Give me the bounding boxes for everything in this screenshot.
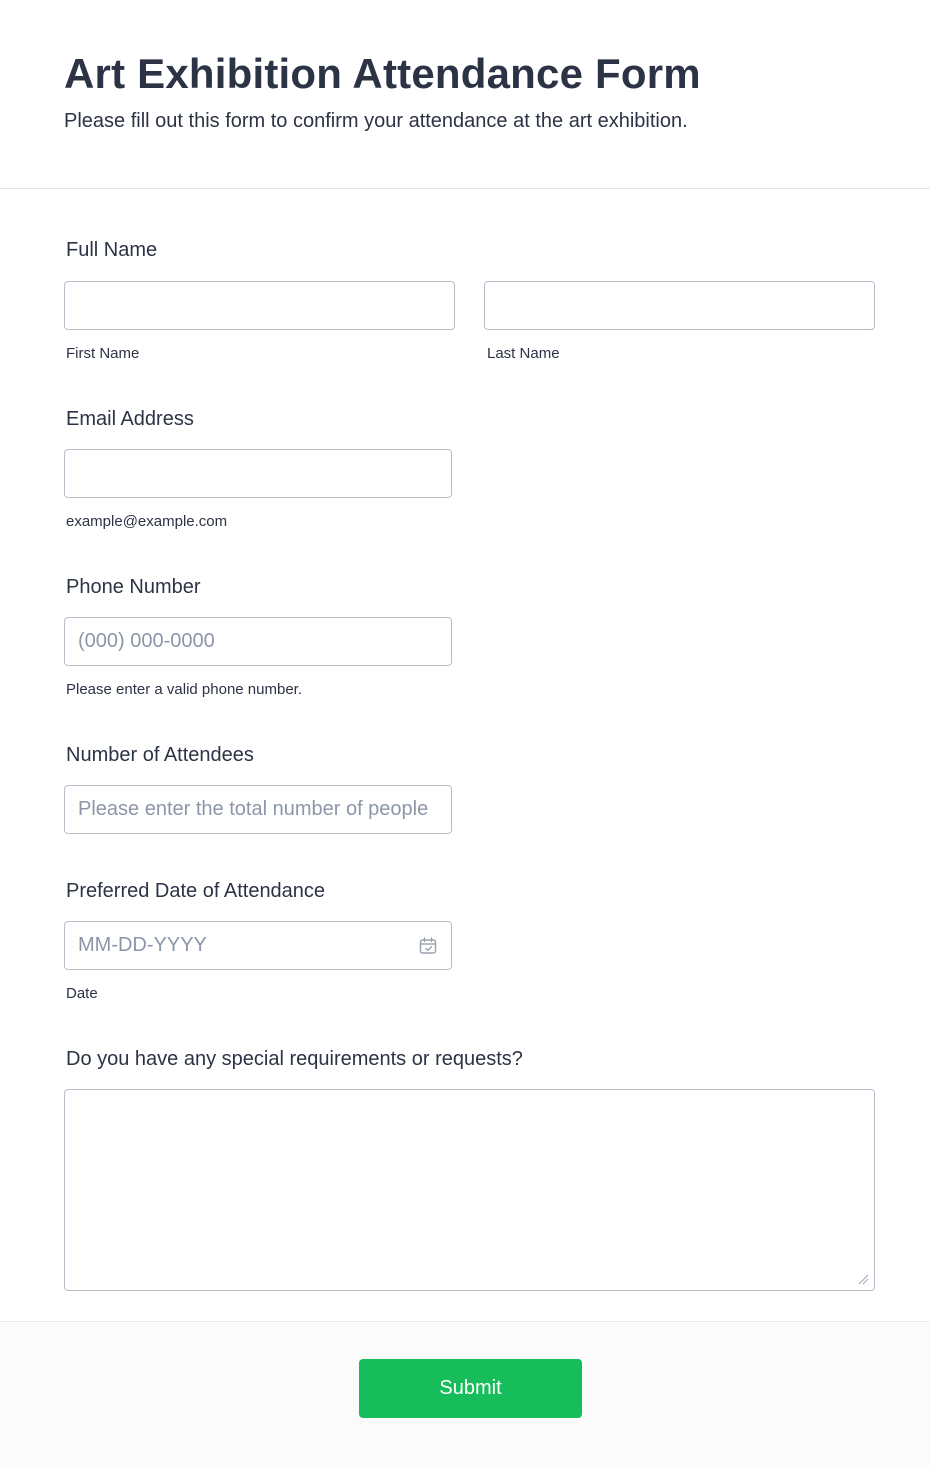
email-sublabel: example@example.com — [66, 513, 228, 530]
email-input[interactable] — [64, 449, 452, 498]
last-name-input[interactable] — [484, 281, 875, 330]
first-name-sublabel: First Name — [66, 345, 140, 362]
form-header — [0, 0, 930, 189]
attendees-input[interactable] — [64, 785, 452, 834]
phone-label: Phone Number — [66, 576, 201, 598]
date-input[interactable] — [64, 921, 452, 970]
form-subtitle: Please fill out this form to confirm your attendance at the art exhibition. — [64, 110, 688, 132]
requests-label: Do you have any special requirements or requests? — [66, 1048, 523, 1070]
date-sublabel: Date — [66, 985, 98, 1002]
last-name-sublabel: Last Name — [487, 345, 560, 362]
attendees-label: Number of Attendees — [66, 744, 254, 766]
date-label: Preferred Date of Attendance — [66, 880, 326, 902]
resize-grip-icon[interactable] — [857, 1273, 869, 1285]
submit-button[interactable]: Submit — [359, 1359, 582, 1418]
first-name-input[interactable] — [64, 281, 455, 330]
calendar-icon[interactable] — [418, 936, 438, 956]
phone-input[interactable] — [64, 617, 452, 666]
requests-textarea[interactable] — [64, 1089, 875, 1291]
phone-sublabel: Please enter a valid phone number. — [66, 681, 302, 698]
email-label: Email Address — [66, 408, 194, 430]
form-title: Art Exhibition Attendance Form — [64, 50, 701, 97]
full-name-label: Full Name — [66, 239, 158, 261]
